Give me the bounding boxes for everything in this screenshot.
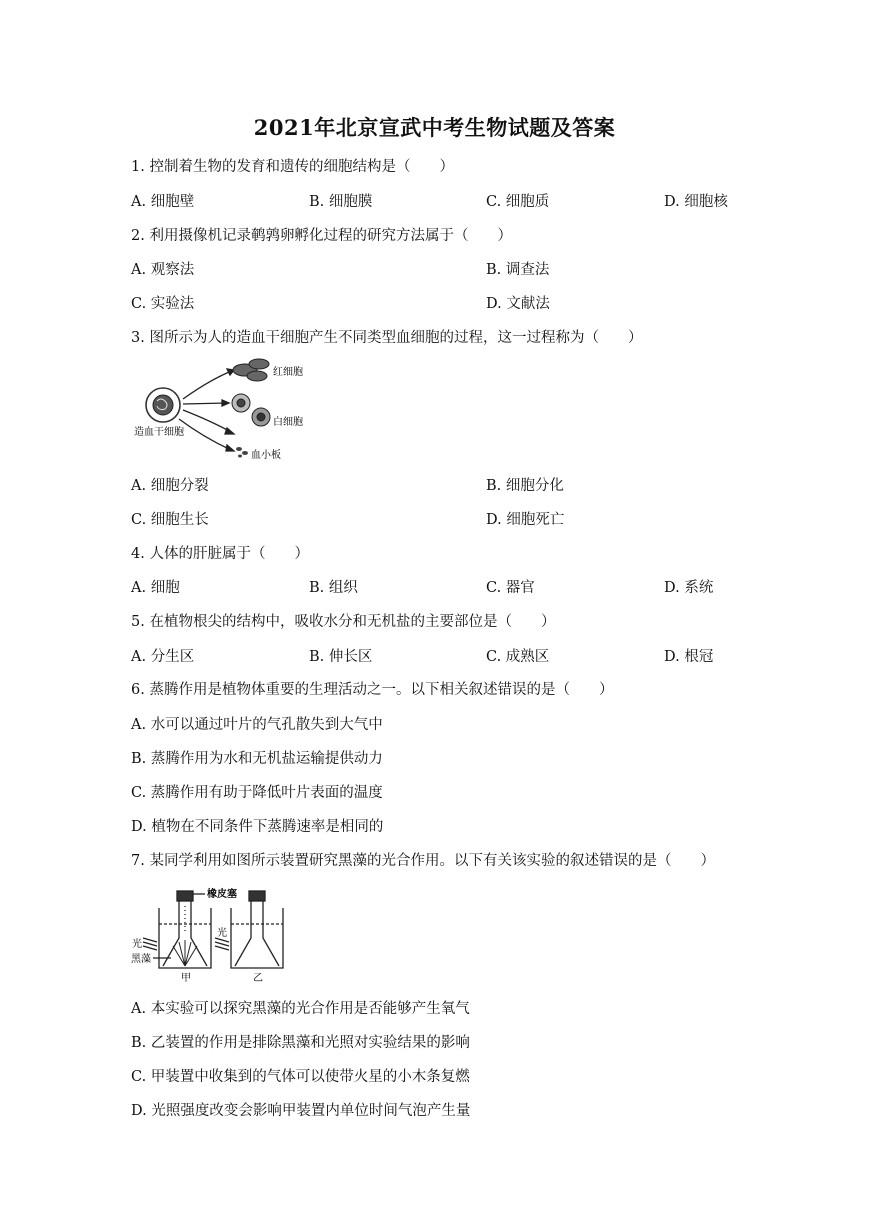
q7-option-c: C. 甲装置中收集到的气体可以使带火星的小木条复燃 [131, 1069, 470, 1085]
q6-option-a: A. 水可以通过叶片的气孔散失到大气中 [131, 717, 383, 733]
q5-option-d: D. 根冠 [664, 649, 714, 665]
q1-option-d: D. 细胞核 [664, 194, 728, 210]
q1-option-c: C. 细胞质 [486, 194, 550, 210]
question-5-stem: 5. 在植物根尖的结构中，吸收水分和无机盐的主要部位是（ ） [131, 614, 556, 630]
label-red-cell: 红细胞 [273, 367, 303, 378]
q4-option-b: B. 组织 [309, 580, 358, 596]
stem-cell-shape [146, 388, 180, 422]
q2-option-d: D. 文献法 [486, 296, 550, 312]
question-1-stem: 1. 控制着生物的发育和遗传的细胞结构是（ ） [131, 159, 454, 175]
page-title: 2021年北京宣武中考生物试题及答案 [253, 115, 616, 140]
q4-option-a: A. 细胞 [131, 580, 180, 596]
label-rubber-stopper: 橡皮塞 [207, 889, 237, 900]
label-platelet: 血小板 [251, 450, 281, 461]
label-light-yi: 光 [217, 928, 227, 939]
label-yi: 乙 [253, 973, 263, 984]
q3-option-d: D. 细胞死亡 [486, 512, 565, 528]
funnel-yi [235, 900, 279, 966]
question-6-stem: 6. 蒸腾作用是植物体重要的生理活动之一。以下相关叙述错误的是（ ） [131, 682, 614, 698]
question-4-stem: 4. 人体的肝脏属于（ ） [131, 546, 309, 562]
q5-option-c: C. 成熟区 [486, 649, 550, 665]
q4-option-d: D. 系统 [664, 580, 714, 596]
q1-option-b: B. 细胞膜 [309, 194, 373, 210]
q7-option-d: D. 光照强度改变会影响甲装置内单位时间气泡产生量 [131, 1103, 471, 1119]
label-jia: 甲 [181, 973, 191, 984]
question-2-stem: 2. 利用摄像机记录鹌鹑卵孵化过程的研究方法属于（ ） [131, 228, 512, 244]
q3-option-a: A. 细胞分裂 [131, 478, 209, 494]
q1-option-a: A. 细胞壁 [131, 194, 195, 210]
question-7-stem: 7. 某同学利用如图所示装置研究黑藻的光合作用。以下有关该实验的叙述错误的是（ ） [131, 853, 715, 869]
white-blood-cell-shapes [232, 394, 270, 426]
label-white-cell: 白细胞 [273, 417, 303, 428]
q7-option-a: A. 本实验可以探究黑藻的光合作用是否能够产生氧气 [131, 1001, 470, 1017]
q5-option-a: A. 分生区 [131, 649, 195, 665]
q6-option-b: B. 蒸腾作用为水和无机盐运输提供动力 [131, 751, 383, 767]
red-blood-cell-shapes [233, 359, 269, 381]
label-stem-cell: 造血干细胞 [134, 427, 184, 438]
label-light-jia: 光 [132, 939, 142, 950]
platelet-shapes [236, 447, 248, 458]
q2-option-b: B. 调查法 [486, 262, 550, 278]
question-3-stem: 3. 图所示为人的造血干细胞产生不同类型血细胞的过程，这一过程称为（ ） [131, 330, 643, 346]
q3-option-c: C. 细胞生长 [131, 512, 209, 528]
q5-option-b: B. 伸长区 [309, 649, 373, 665]
q2-option-a: A. 观察法 [131, 262, 195, 278]
q7-option-b: B. 乙装置的作用是排除黑藻和光照对实验结果的影响 [131, 1035, 470, 1051]
q3-option-b: B. 细胞分化 [486, 478, 564, 494]
hematopoiesis-figure [131, 355, 321, 463]
q6-option-c: C. 蒸腾作用有助于降低叶片表面的温度 [131, 785, 383, 801]
label-waterweed: 黑藻 [131, 954, 151, 965]
q4-option-c: C. 器官 [486, 580, 535, 596]
q6-option-d: D. 植物在不同条件下蒸腾速率是相同的 [131, 819, 384, 835]
q2-option-c: C. 实验法 [131, 296, 195, 312]
photosynthesis-apparatus-figure [131, 886, 301, 984]
